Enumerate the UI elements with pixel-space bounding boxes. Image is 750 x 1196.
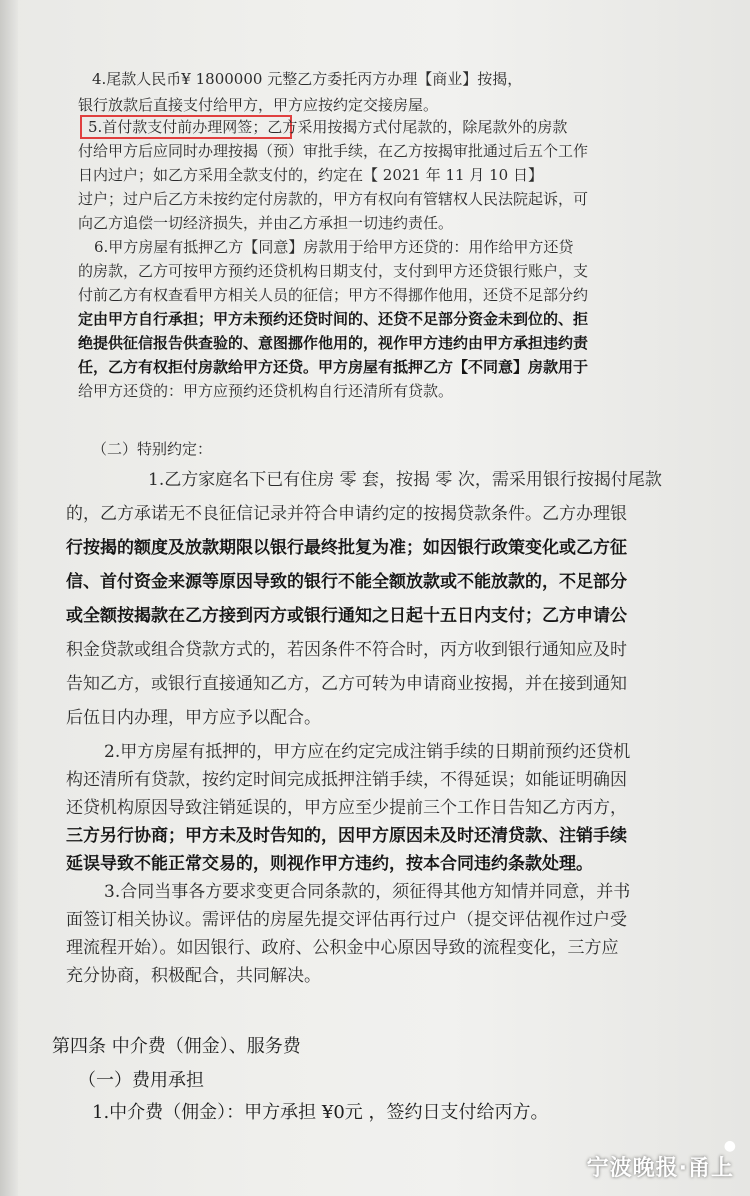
subsection-heading: （一）费用承担: [78, 1070, 204, 1091]
text-line: 付给甲方后应同时办理按揭（预）审批手续，在乙方按揭审批通过后五个工作: [78, 142, 589, 160]
article-heading: 第四条 中介费（佣金）、服务费: [52, 1036, 301, 1057]
text-line: 信、首付资金来源等原因导致的银行不能全额放款或不能放款的，不足部分: [66, 572, 627, 592]
text-line: 行按揭的额度及放款期限以银行最终批复为准；如因银行政策变化或乙方征: [66, 538, 627, 558]
text-line: 日内过户；如乙方采用全款支付的，约定在【 2021 年 11 月 10 日】: [78, 166, 543, 184]
text-line: 的房款，乙方可按甲方预约还贷机构日期支付，支付到甲方还贷银行账户，支: [78, 262, 589, 280]
text-line: 1.乙方家庭名下已有住房 零 套，按揭 零 次，需采用银行按揭付尾款: [148, 470, 662, 490]
text-line: 还贷机构原因导致注销延误的，甲方应至少提前三个工作日告知乙方丙方，: [66, 798, 627, 818]
page-edge: [0, 0, 18, 1196]
text-line: 三方另行协商；甲方未及时告知的，因甲方原因未及时还清贷款、注销手续: [66, 826, 627, 846]
text-line: 1.中介费（佣金）：甲方承担 ¥0元 ，签约日支付给丙方。: [92, 1102, 549, 1123]
text-line: 延误导致不能正常交易的，则视作甲方违约，按本合同违约条款处理。: [66, 854, 593, 874]
text-line: 向乙方追偿一切经济损失，并由乙方承担一切违约责任。: [78, 214, 454, 232]
watermark-logo: 宁波晚报·甬上: [586, 1156, 734, 1181]
text-line: 给甲方还贷的：甲方应预约还贷机构自行还清所有贷款。: [78, 382, 454, 400]
text-line: 3.合同当事各方要求变更合同条款的，须征得其他方知情并同意，并书: [104, 882, 631, 902]
text-line: 后伍日内办理，甲方应予以配合。: [66, 708, 321, 728]
text-line: 充分协商，积极配合，共同解决。: [66, 966, 321, 986]
text-line: 过户；过户后乙方未按约定付房款的，甲方有权向有管辖权人民法院起诉，可: [78, 190, 589, 208]
text-line: 6.甲方房屋有抵押乙方【同意】房款用于给甲方还贷的：用作给甲方还贷: [94, 238, 574, 256]
text-line: 或全额按揭款在乙方接到丙方或银行通知之日起十五日内支付；乙方申请公: [66, 606, 627, 626]
text-line: 积金贷款或组合贷款方式的，若因条件不符合时，丙方收到银行通知应及时: [66, 640, 627, 660]
text-line: 理流程开始）。如因银行、政府、公积金中心原因导致的流程变化，三方应: [66, 938, 619, 958]
text-line: 绝提供征信报告供查验的、意图挪作他用的，视作甲方违约由甲方承担违约责: [78, 334, 589, 352]
text-line: 的，乙方承诺无不良征信记录并符合申请约定的按揭贷款条件。乙方办理银: [66, 504, 627, 524]
text-line: 5.首付款支付前办理网签；乙方采用按揭方式付尾款的，除尾款外的房款: [88, 118, 568, 136]
text-line: 构还清所有贷款，按约定时间完成抵押注销手续，不得延误；如能证明确因: [66, 770, 627, 790]
section-subtitle: （二）特别约定：: [92, 440, 213, 458]
text-line: 任，乙方有权拒付房款给甲方还贷。甲方房屋有抵押乙方【不同意】房款用于: [78, 358, 589, 376]
text-line: 面签订相关协议。需评估的房屋先提交评估再行过户（提交评估视作过户受: [66, 910, 627, 930]
text-line: 4.尾款人民币¥ 1800000 元整乙方委托丙方办理【商业】按揭，: [92, 70, 523, 88]
watermark-dot: ●: [723, 1138, 736, 1154]
text-line: 告知乙方，或银行直接通知乙方，乙方可转为申请商业按揭，并在接到通知: [66, 674, 627, 694]
text-line: 银行放款后直接支付给甲方，甲方应按约定交接房屋。: [78, 96, 439, 114]
text-line: 2.甲方房屋有抵押的，甲方应在约定完成注销手续的日期前预约还贷机: [104, 742, 631, 762]
text-line: 付前乙方有权查看甲方相关人员的征信；甲方不得挪作他用，还贷不足部分约: [78, 286, 589, 304]
text-line: 定由甲方自行承担；甲方未预约还贷时间的、还贷不足部分资金未到位的、拒: [78, 310, 589, 328]
